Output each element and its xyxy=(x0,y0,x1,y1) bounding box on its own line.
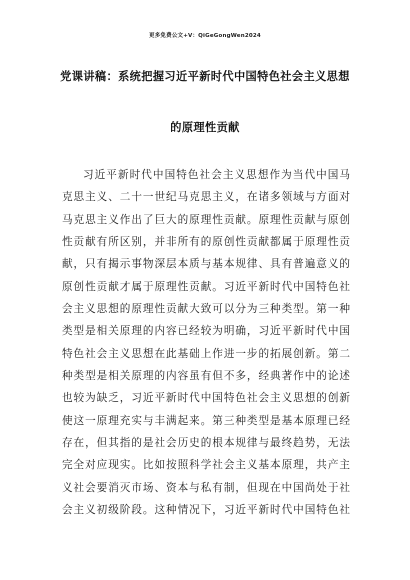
document-title-line-2: 的原理性贡献 xyxy=(170,121,240,134)
body-line: 完全对应现实。比如按照科学社会主义基本原理，共产主 xyxy=(62,459,350,472)
body-line: 习近平新时代中国特色社会主义思想作为当代中国马 xyxy=(83,169,350,181)
body-paragraph xyxy=(62,164,350,522)
body-line: 特色社会主义思想在此基础上作进一步的拓展创新。第二 xyxy=(62,347,350,360)
body-line: 马克思主义作出了巨大的原理性贡献。原理性贡献与原创 xyxy=(62,213,350,226)
body-line: 种类型是相关原理的内容虽有但不多，经典著作中的论述 xyxy=(62,370,350,383)
body-line: 存在，但其指的是社会历史的根本规律与最终趋势，无法 xyxy=(62,437,350,450)
body-line: 原创性贡献才属于原理性贡献。习近平新时代中国特色社 xyxy=(62,280,350,293)
body-line: 会主义初级阶段。这种情况下，习近平新时代中国特色社 xyxy=(62,504,350,517)
body-line: 克思主义、二十一世纪马克思主义，在诸多领域与方面对 xyxy=(62,191,350,204)
body-line: 也较为缺乏，习近平新时代中国特色社会主义思想的创新 xyxy=(62,392,350,405)
document-title-line-1: 党课讲稿：系统把握习近平新时代中国特色社会主义思想 xyxy=(60,70,350,83)
header-note: 更多免费公文+V：QiGeGongWen2024 xyxy=(149,33,261,39)
body-line: 性贡献有所区别，并非所有的原创性贡献都属于原理性贡 xyxy=(62,236,350,249)
body-line: 使这一原理充实与丰满起来。第三种类型是基本原理已经 xyxy=(62,414,350,427)
body-line: 义社会要消灭市场、资本与私有制，但现在中国尚处于社 xyxy=(62,481,350,494)
body-line: 类型是相关原理的内容已经较为明确，习近平新时代中国 xyxy=(62,325,350,338)
body-line: 会主义思想的原理性贡献大致可以分为三种类型。第一种 xyxy=(62,303,350,316)
body-line: 献，只有揭示事物深层本质与基本规律、具有普遍意义的 xyxy=(62,258,350,271)
